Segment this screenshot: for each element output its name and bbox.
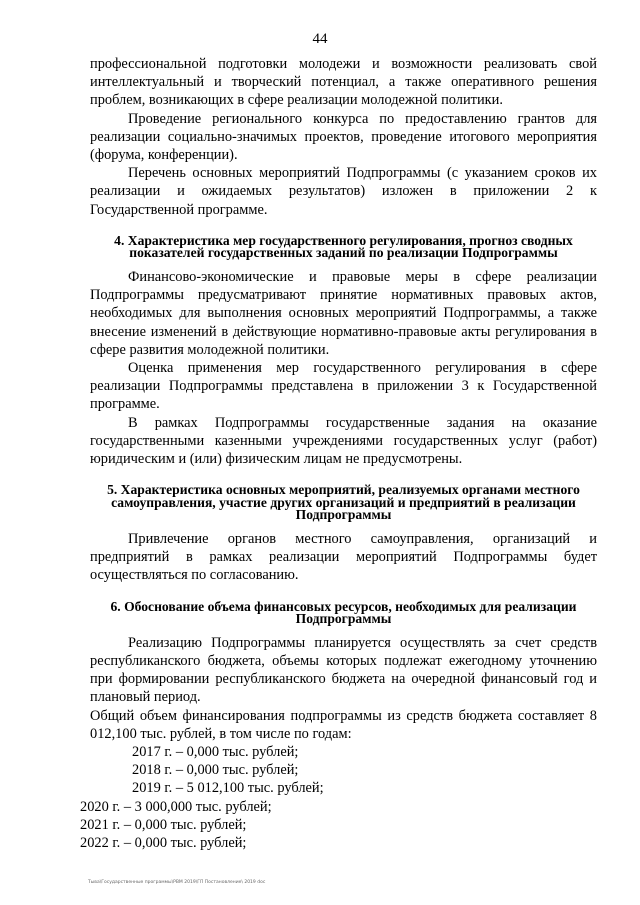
section-5-paragraph-1: Привлечение органов местного самоуправления, организаций и предприятий в рамках реализации мероприятий Подпрограммы будет осуществляться по согласованию. xyxy=(90,531,597,584)
section-6-paragraph-2: Общий объем финансирования подпрограммы из средств бюджета составляет 8 012,100 тыс. рублей, в том числе по годам: xyxy=(90,707,597,742)
page-number: 44 xyxy=(312,31,328,47)
intro-paragraph-3: Перечень основных мероприятий Подпрограммы (с указанием сроков их реализации и ожидаемых результатов) изложен в приложении 2 к Государственной программе. xyxy=(90,165,597,218)
section-4-paragraph-2: Оценка применения мер государственного регулирования в сфере реализации Подпрограммы представлена в приложении 3 к Государственной программе. xyxy=(90,360,597,413)
section-6-paragraph-1: Реализацию Подпрограммы планируется осуществлять за счет средств республиканского бюджета, объемы которых подлежат ежегодному уточнению при формировании республиканского бюджета на очередной финансовый год и плановый период. xyxy=(90,634,597,706)
funding-year-2018: 2018 г. – 0,000 тыс. рублей; xyxy=(132,762,299,779)
funding-year-2019: 2019 г. – 5 012,100 тыс. рублей; xyxy=(132,780,324,797)
file-path-footer: Тыва\Государственные программы\РВМ 2019\ГП Постановление\ 2019 doc xyxy=(88,880,266,885)
section-4-heading: 4. Характеристика мер государственного регулирования, прогноз сводных показателей государственных заданий по реализации Подпрограммы xyxy=(114,232,573,261)
intro-paragraph-2: Проведение регионального конкурса по предоставлению грантов для реализации социально-значимых проектов, проведение итогового мероприятия (форума, конференции). xyxy=(90,110,597,164)
section-4-paragraph-1: Финансово-экономические и правовые меры в сфере реализации Подпрограммы предусматривают принятие нормативных правовых актов, необходимых для выполнения основных мероприятий Подпрограммы, а также внесение изменений в действующие нормативно-правовые акты регулирования в сфере развития молодежной политики. xyxy=(90,269,597,358)
funding-year-2021: 2021 г. – 0,000 тыс. рублей; xyxy=(80,816,247,833)
funding-year-2022: 2022 г. – 0,000 тыс. рублей; xyxy=(80,835,247,852)
funding-year-2020: 2020 г. – 3 000,000 тыс. рублей; xyxy=(80,798,272,815)
document-body xyxy=(80,55,597,852)
section-5-heading: 5. Характеристика основных мероприятий, реализуемых органами местного самоуправления, участие других организаций и предприятий в реализации Подпрограммы xyxy=(107,482,580,523)
intro-paragraph-1: профессиональной подготовки молодежи и возможности реализовать свой интеллектуальный и творческий потенциал, а также оперативного решения проблем, возникающих в сфере реализации молодежной политики. xyxy=(90,56,597,109)
funding-year-2017: 2017 г. – 0,000 тыс. рублей; xyxy=(132,744,299,761)
section-6-heading: 6. Обоснование объема финансовых ресурсов, необходимых для реализации Подпрограммы xyxy=(110,598,577,627)
section-4-paragraph-3: В рамках Подпрограммы государственные задания на оказание государственными казенными учреждениями государственных услуг (работ) юридическим и (или) физическим лицам не предусмотрены. xyxy=(90,414,597,468)
